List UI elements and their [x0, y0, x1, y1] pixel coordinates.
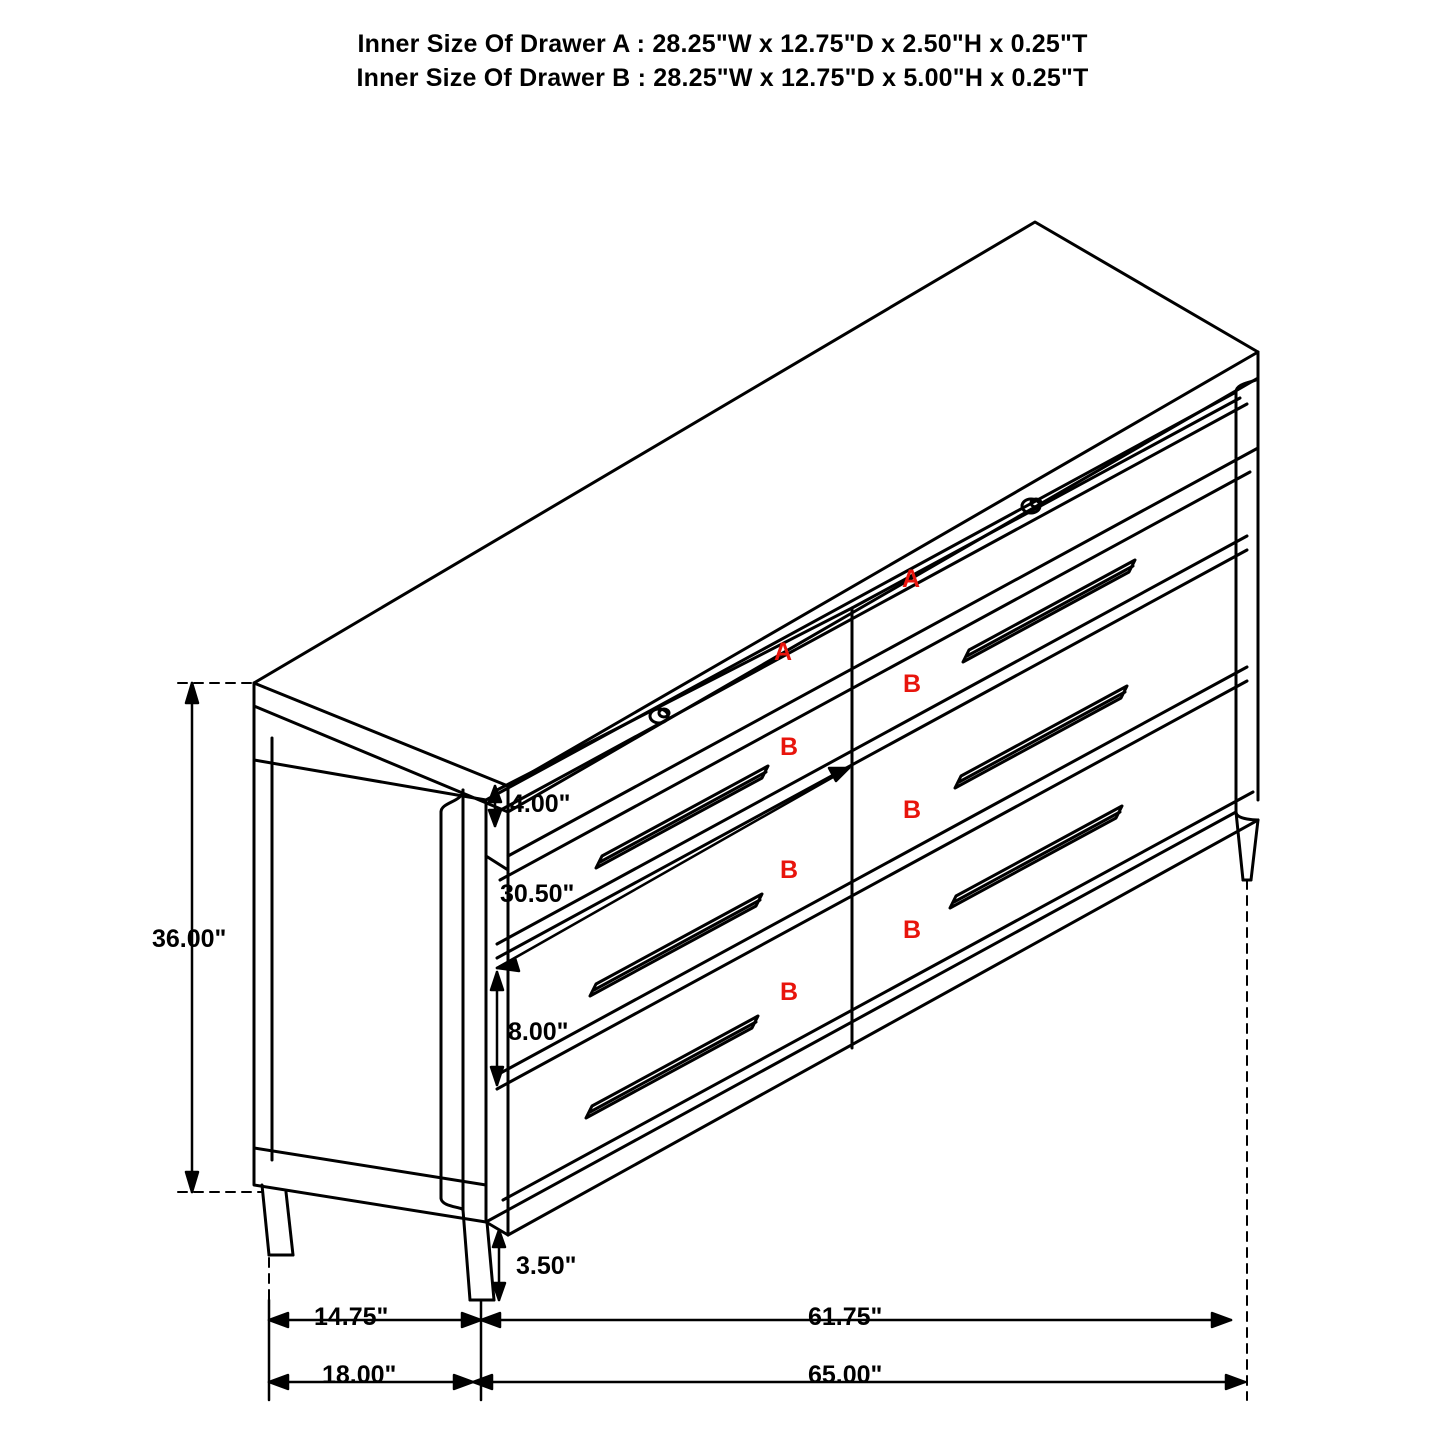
- dim-front-width-bottom: 65.00": [808, 1361, 883, 1389]
- drawer-b-inner-size-text: Inner Size Of Drawer B : 28.25"W x 12.75"D x 5.00"H x 0.25"T: [356, 64, 1089, 92]
- label-drawer-b-left-3: B: [780, 978, 799, 1006]
- label-drawer-b-right-3: B: [903, 916, 922, 944]
- drawer-a-inner-size-text: Inner Size Of Drawer A : 28.25"W x 12.75"D x 2.50"H x 0.25"T: [357, 30, 1088, 58]
- dim-overall-height: 36.00": [152, 925, 227, 953]
- label-drawer-b-left-1: B: [780, 733, 799, 761]
- label-drawer-b-left-2: B: [780, 856, 799, 884]
- label-drawer-b-right-1: B: [903, 670, 922, 698]
- dim-side-depth-top: 14.75": [314, 1303, 389, 1331]
- label-drawer-a-left: A: [774, 638, 793, 666]
- dim-leg-height: 3.50": [516, 1252, 577, 1280]
- dim-side-depth-bottom: 18.00": [322, 1361, 397, 1389]
- dim-top-rail-height: 4.00": [510, 790, 571, 818]
- dim-drawer-stack-height: 30.50": [500, 880, 575, 908]
- dim-front-width-top: 61.75": [808, 1303, 883, 1331]
- label-drawer-a-right: A: [902, 565, 921, 593]
- dim-bottom-drawer-height: 8.00": [508, 1018, 569, 1046]
- label-drawer-b-right-2: B: [903, 796, 922, 824]
